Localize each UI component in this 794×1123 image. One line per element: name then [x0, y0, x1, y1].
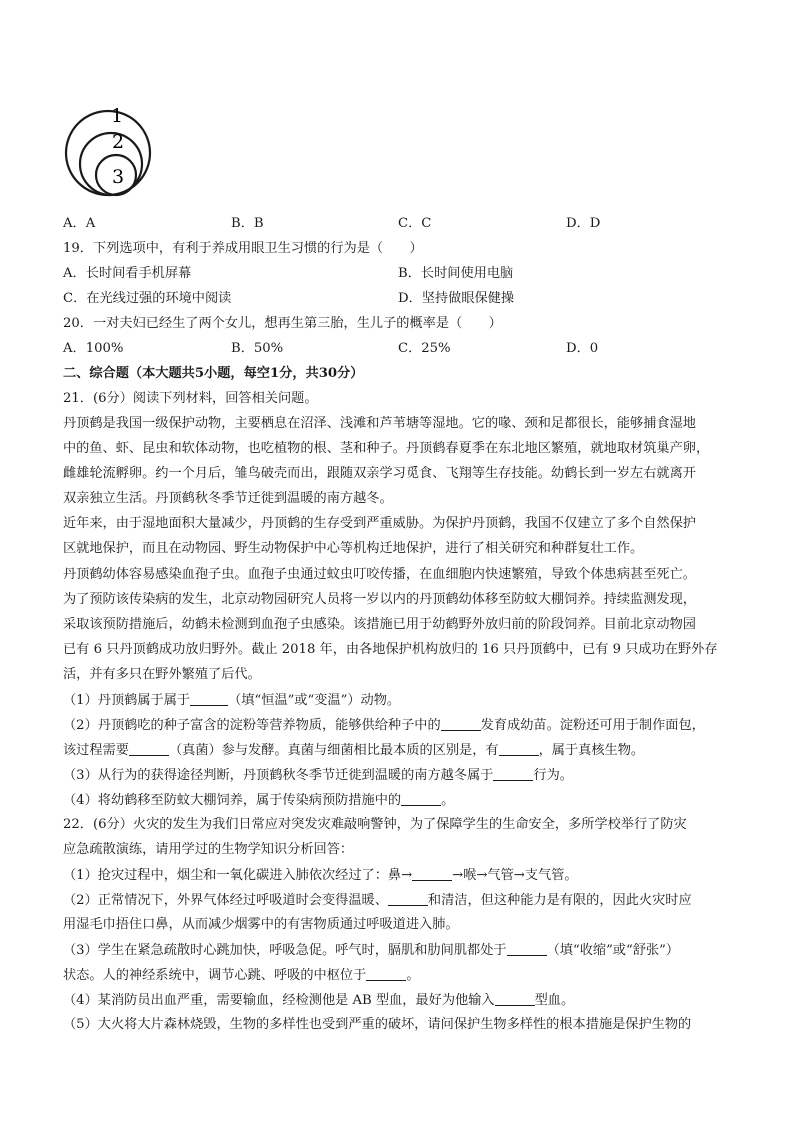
- answer-blank[interactable]: [499, 741, 539, 756]
- q21-para2-line2: 区就地保护，而且在动物园、野生动物保护中心等机构迁地保护，进行了相关研究和种群复壮工作。: [63, 541, 644, 556]
- q18-option-d: D．D: [566, 216, 601, 231]
- answer-blank[interactable]: [507, 941, 547, 956]
- q21-sub3-text-b: 行为。: [533, 768, 573, 783]
- q21-sub2-text-d: （真菌）参与发酵。真菌与细菌相比最本质的区别是，有: [168, 743, 499, 758]
- answer-blank[interactable]: [412, 866, 452, 881]
- q19-option-c: C．在光线过强的环境中阅读: [63, 291, 232, 306]
- q21-sub2-line2: [63, 741, 644, 760]
- label-2: 2: [111, 131, 125, 153]
- q22-sub3-text-d: 。: [406, 968, 420, 983]
- q21-para2-line1: 近年来，由于湿地面积大量减少，丹顶鹤的生存受到严重威胁。为保护丹顶鹤，我国不仅建立了多个自然保护: [63, 516, 696, 531]
- q21-sub2-text-b: 发育成幼苗。淀粉还可用于制作面包，: [480, 718, 705, 733]
- q22-stem-line2: 应急疏散演练，请用学过的生物学知识分析回答：: [63, 842, 354, 857]
- q22-sub2-line1: [63, 891, 692, 910]
- q21-sub1: [63, 691, 400, 710]
- q21-para1-line3: 雌雄轮流孵卵。约一个月后，雏鸟破壳而出，跟随双亲学习觅食、飞翔等生存技能。幼鹤长到一岁左右就离开: [63, 466, 696, 481]
- answer-blank[interactable]: [441, 716, 481, 731]
- answer-blank[interactable]: [388, 891, 428, 906]
- q22-sub3-text-a: （3）学生在紧急疏散时心跳加快，呼吸急促。呼气时，膈肌和肋间肌都处于: [63, 943, 507, 958]
- q22-sub1-text-a: （1）抢灾过程中，烟尘和一氧化碳进入肺依次经过了：鼻→: [63, 868, 413, 883]
- q22-sub3-text-c: 状态。人的神经系统中，调节心跳、呼吸的中枢位于: [63, 968, 367, 983]
- q19-option-b: B．长时间使用电脑: [398, 266, 514, 281]
- q19-stem: 19．下列选项中，有利于养成用眼卫生习惯的行为是（ ）: [63, 241, 423, 256]
- q22-sub1-text-b: →喉→气管→支气管。: [452, 868, 578, 883]
- q20-option-b: B．50%: [231, 341, 284, 356]
- q21-sub4: [63, 791, 454, 810]
- q20-stem: 20．一对夫妇已经生了两个女儿，想再生第三胎，生儿子的概率是（ ）: [63, 316, 502, 331]
- answer-blank[interactable]: [129, 741, 169, 756]
- q19-option-a: A．长时间看手机屏幕: [63, 266, 192, 281]
- q18-option-b: B．B: [231, 216, 264, 231]
- answer-blank[interactable]: [493, 766, 533, 781]
- circle-1: [66, 111, 150, 195]
- q21-para1-line2: 中的鱼、虾、昆虫和软体动物，也吃植物的根、茎和种子。丹顶鹤春夏季在东北地区繁殖，就地取材筑巢产卵，: [63, 441, 710, 456]
- q22-sub3-text-b: （填“收缩”或“舒张”）: [546, 943, 680, 958]
- q21-sub1-text-b: （填“恒温”或“变温”）动物。: [228, 693, 401, 708]
- nested-circles-diagram: [64, 98, 154, 202]
- answer-blank[interactable]: [190, 691, 228, 706]
- answer-blank[interactable]: [495, 991, 535, 1006]
- label-1: 1: [110, 105, 124, 127]
- q21-para3-line4: 已有 6 只丹顶鹤成功放归野外。截止 2018 年，由各地保护机构放归的 16 只丹顶鹤中，已有 9 只成功在野外存: [63, 642, 718, 657]
- q21-para3-line3: 采取该预防措施后，幼鹤未检测到血孢子虫感染。该措施已用于幼鹤野外放归前的阶段饲养。目前北京动物园: [63, 617, 696, 632]
- label-3: 3: [111, 166, 125, 188]
- q22-sub5: （5）大火将大片森林烧毁，生物的多样性也受到严重的破坏，请问保护生物多样性的根本措施是保护生物的: [63, 1017, 692, 1032]
- q21-sub3: [63, 766, 573, 785]
- q21-sub4-text-b: 。: [441, 793, 455, 808]
- q22-sub2-line2: 用湿毛巾捂住口鼻，从而减少烟雾中的有害物质通过呼吸道进入肺。: [63, 917, 459, 932]
- q22-sub3-line2: [63, 966, 420, 985]
- q21-para3-line5: 活，并有多只在野外繁殖了后代。: [63, 667, 261, 682]
- q18-option-c: C．C: [398, 216, 432, 231]
- q22-sub4-text-a: （4）某消防员出血严重，需要输血，经检测他是 AB 型血，最好为他输入: [63, 993, 495, 1008]
- q22-sub2-text-b: 和清洁，但这种能力是有限的，因此火灾时应: [427, 893, 692, 908]
- q21-sub3-text-a: （3）从行为的获得途径判断，丹顶鹤秋冬季节迁徙到温暖的南方越冬属于: [63, 768, 494, 783]
- q21-stem: 21．(6分）阅读下列材料，回答相关问题。: [63, 391, 318, 406]
- q21-sub2-text-e: ，属于真核生物。: [538, 743, 645, 758]
- q19-option-d: D．坚持做眼保健操: [398, 291, 515, 306]
- q22-sub3-line1: [63, 941, 679, 960]
- q20-option-c: C．25%: [398, 341, 451, 356]
- q22-stem-line1: 22．(6分）火灾的发生为我们日常应对突发灾难敲响警钟，为了保障学生的生命安全，多所学校举行了防灾: [63, 817, 687, 832]
- q22-sub2-text-a: （2）正常情况下，外界气体经过呼吸道时会变得温暖、: [63, 893, 388, 908]
- answer-blank[interactable]: [401, 791, 441, 806]
- q20-option-d: D．0: [566, 341, 599, 356]
- section2-title: 二、综合题（本大题共5小题，每空1分，共30分）: [63, 366, 364, 381]
- q22-sub1: [63, 866, 578, 885]
- answer-blank[interactable]: [366, 966, 406, 981]
- q21-para1-line4: 双亲独立生活。丹顶鹤秋冬季节迁徙到温暖的南方越冬。: [63, 491, 393, 506]
- q21-para3-line1: 丹顶鹤幼体容易感染血孢子虫。血孢子虫通过蚊虫叮咬传播，在血细胞内快速繁殖，导致个体患病甚至死亡。: [63, 567, 696, 582]
- q21-sub2-line1: [63, 716, 705, 735]
- q22-sub4-text-b: 型血。: [534, 993, 575, 1008]
- q22-sub4: [63, 991, 574, 1010]
- q21-sub2-text-c: 该过程需要: [63, 743, 129, 758]
- q21-sub2-text-a: （2）丹顶鹤吃的种子富含的淀粉等营养物质，能够供给种子中的: [63, 718, 441, 733]
- q20-option-a: A．100%: [63, 341, 124, 356]
- q21-para1-line1: 丹顶鹤是我国一级保护动物，主要栖息在沼泽、浅滩和芦苇塘等湿地。它的喙、颈和足都很长，能够捕食湿地: [63, 416, 696, 431]
- q21-sub1-text-a: （1）丹顶鹤属于属于: [63, 693, 191, 708]
- q21-sub4-text-a: （4）将幼鹤移至防蚊大棚饲养，属于传染病预防措施中的: [63, 793, 402, 808]
- q18-option-a: A．A: [63, 216, 96, 231]
- q21-para3-line2: 为了预防该传染病的发生，北京动物园研究人员将一岁以内的丹顶鹤幼体移至防蚊大棚饲养。持续监测发现，: [63, 592, 696, 607]
